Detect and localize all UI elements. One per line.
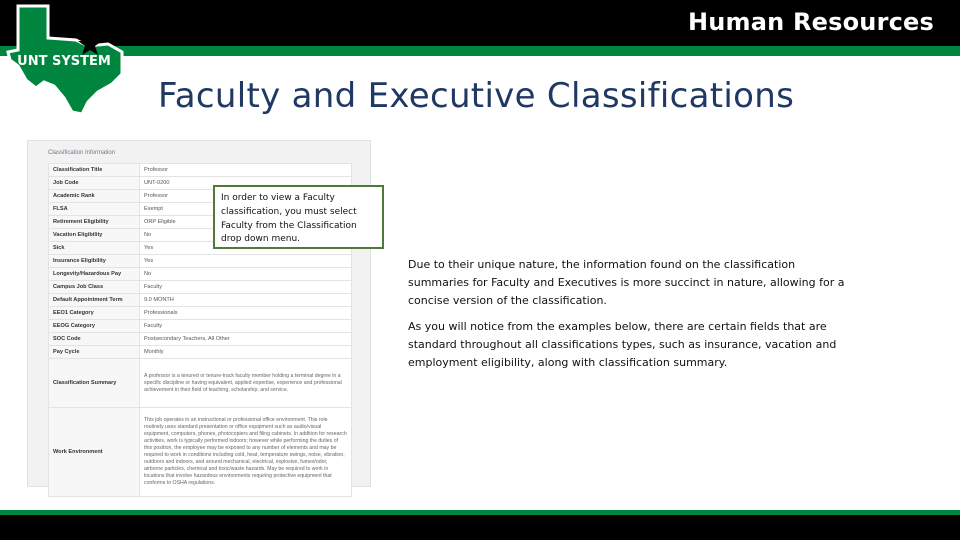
header-accent-stripe xyxy=(0,46,960,56)
row-label: Work Environment xyxy=(49,408,140,497)
table-row xyxy=(49,164,352,177)
table-row xyxy=(49,333,352,346)
row-value: Professor xyxy=(140,190,352,203)
slide-title: Faculty and Executive Classifications xyxy=(158,76,795,116)
table-row xyxy=(49,320,352,333)
row-label: Academic Rank xyxy=(49,190,140,203)
row-label: FLSA xyxy=(49,203,140,216)
table-row xyxy=(49,307,352,320)
row-value: Monthly xyxy=(140,346,352,359)
row-value: No xyxy=(140,268,352,281)
row-value: Faculty xyxy=(140,281,352,294)
row-label: SOC Code xyxy=(49,333,140,346)
row-label: Insurance Eligibility xyxy=(49,255,140,268)
row-label: Classification Title xyxy=(49,164,140,177)
row-value: Faculty xyxy=(140,320,352,333)
row-value: No xyxy=(140,229,352,242)
row-value: Yes xyxy=(140,242,352,255)
table-row xyxy=(49,281,352,294)
row-value xyxy=(140,408,352,497)
row-label: EEOG Category xyxy=(49,320,140,333)
table-row xyxy=(49,346,352,359)
row-value: Yes xyxy=(140,255,352,268)
summary-text: A professor is a tenured or tenure-track faculty member holding a terminal degree in a specific discipline or having equivalent, applied expertise, experience and professional achievement in their field of teaching, scholarship, and service. xyxy=(144,372,342,393)
logo-text: UNT SYSTEM xyxy=(17,54,111,69)
row-label: Job Code xyxy=(49,177,140,190)
header-bar xyxy=(0,0,960,46)
row-label: Classification Summary xyxy=(49,359,140,408)
row-value: Postsecondary Teachers, All Other xyxy=(140,333,352,346)
row-value: Exempt xyxy=(140,203,352,216)
row-label: Longevity/Hazardous Pay xyxy=(49,268,140,281)
row-label: Retirement Eligibility xyxy=(49,216,140,229)
row-label: Sick xyxy=(49,242,140,255)
header-title: Human Resources xyxy=(687,8,934,36)
table-row xyxy=(49,294,352,307)
table-row xyxy=(49,408,352,497)
row-label: Campus Job Class xyxy=(49,281,140,294)
table-row xyxy=(49,255,352,268)
row-value xyxy=(140,359,352,408)
unt-system-logo xyxy=(4,2,128,116)
footer-bar xyxy=(0,515,960,540)
row-value: ORP Eligible xyxy=(140,216,352,229)
row-value: UNT-0200 xyxy=(140,177,352,190)
table-row xyxy=(49,359,352,408)
row-label: Default Appointment Term xyxy=(49,294,140,307)
instruction-callout: In order to view a Faculty classification, you must select Faculty from the Classification drop down menu. xyxy=(213,185,384,249)
body-paragraph-2: As you will notice from the examples below, there are certain fields that are standard throughout all classifications types, such as insurance, vacation and employment eligibility, along with classification summary. xyxy=(408,320,837,369)
row-value: Professionals xyxy=(140,307,352,320)
classification-info-heading: Classification Information xyxy=(48,150,116,156)
table-row xyxy=(49,268,352,281)
row-value: 9.0 MONTH xyxy=(140,294,352,307)
row-label: Pay Cycle xyxy=(49,346,140,359)
row-value: Professor xyxy=(140,164,352,177)
row-label: Vacation Eligibility xyxy=(49,229,140,242)
environment-text: This job operates in an instructional or professional office environment. This role routinely uses standard presentation or office equipment such as audio/visual equipment, computers, phones, photocopiers and filing cabinets. In addition for research activities, work is typically performed indoors; however while performing the duties of this position, the employee may be exposed to any number of elements and may be required to work in conditions including cold, heat, temperature swings, noise, vibration, outdoors and indoors, and around mechanical, electrical, explosive, fumes/odor, airborne particles, chemical and toxic/waste hazards. May be required to work in locations that involve hazardous environments requiring protective equipment that conforms to OSHA regulations. xyxy=(144,417,347,486)
body-paragraph-1: Due to their unique nature, the information found on the classification summaries for Faculty and Executives is more succinct in nature, allowing for a concise version of the classification. xyxy=(408,258,845,307)
row-label: EEO1 Category xyxy=(49,307,140,320)
